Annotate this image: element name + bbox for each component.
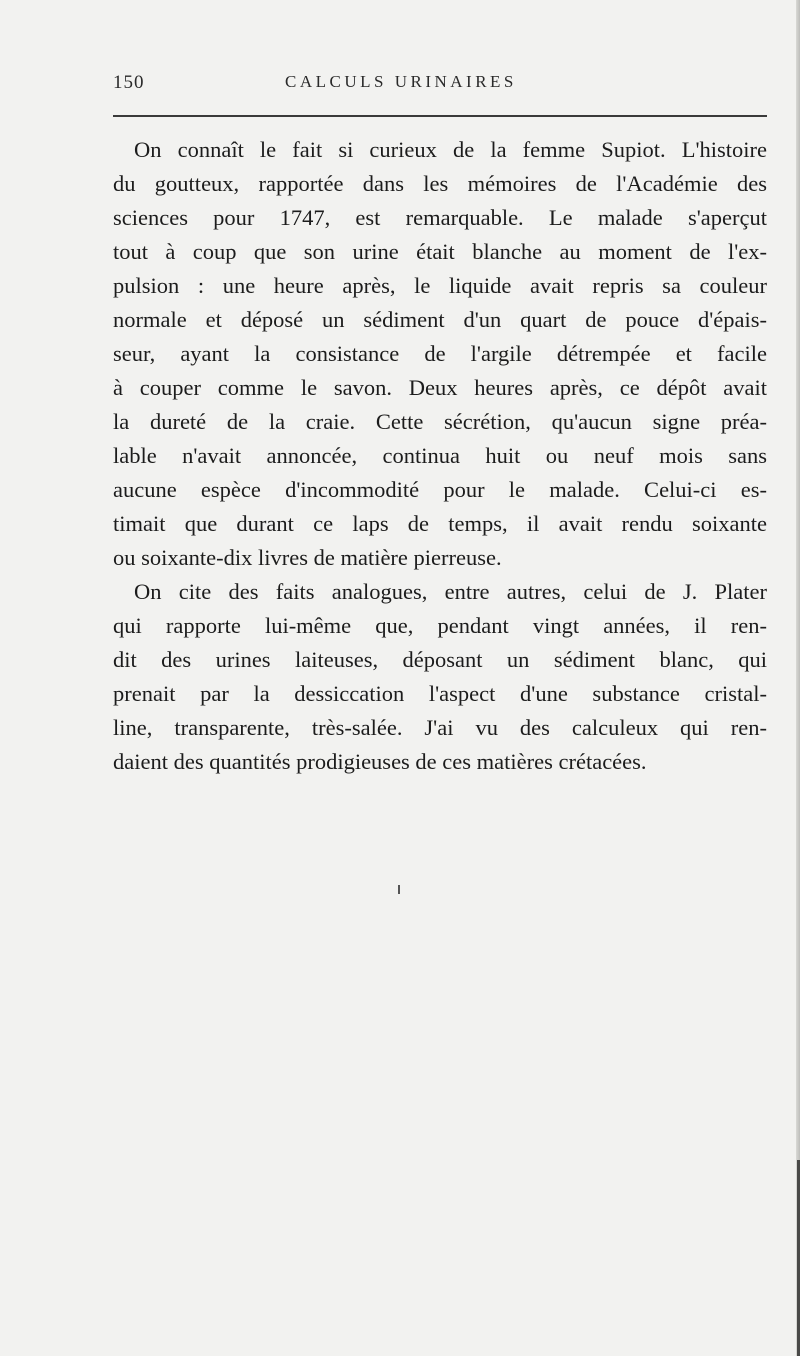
page-edge xyxy=(796,0,800,1356)
text-line: ou soixante-dix livres de matière pierreuse. xyxy=(113,545,502,570)
text-line: On cite des faits analogues, entre autres, celui de J. Plater xyxy=(134,579,767,604)
text-line: normale et déposé un sédiment d'un quart de pouce d'épais- xyxy=(113,307,767,332)
page-number: 150 xyxy=(113,72,145,93)
text-line: lable n'avait annoncée, continua huit ou neuf mois sans xyxy=(113,443,767,468)
text-line: la dureté de la craie. Cette sécrétion, qu'aucun signe préa- xyxy=(113,409,767,434)
text-line: line, transparente, très-salée. J'ai vu des calculeux qui ren- xyxy=(113,715,767,740)
running-title: CALCULS URINAIRES xyxy=(285,72,517,91)
text-line: pulsion : une heure après, le liquide avait repris sa couleur xyxy=(113,273,767,298)
text-line: On connaît le fait si curieux de la femme Supiot. L'histoire xyxy=(134,137,767,162)
text-line: du goutteux, rapportée dans les mémoires de l'Académie des xyxy=(113,171,767,196)
body-text xyxy=(113,133,767,779)
ink-speck xyxy=(398,885,400,894)
text-line: à couper comme le savon. Deux heures après, ce dépôt avait xyxy=(113,375,767,400)
text-line: timait que durant ce laps de temps, il avait rendu soixante xyxy=(113,511,767,536)
text-line: daient des quantités prodigieuses de ces matières crétacées. xyxy=(113,749,647,774)
text-line: dit des urines laiteuses, déposant un sédiment blanc, qui xyxy=(113,647,767,672)
page-header xyxy=(113,72,767,100)
header-rule xyxy=(113,115,767,117)
text-line: sciences pour 1747, est remarquable. Le malade s'aperçut xyxy=(113,205,767,230)
text-line: qui rapporte lui-même que, pendant vingt années, il ren- xyxy=(113,613,767,638)
text-line: seur, ayant la consistance de l'argile détrempée et facile xyxy=(113,341,767,366)
text-line: prenait par la dessiccation l'aspect d'une substance cristal- xyxy=(113,681,767,706)
paragraph xyxy=(113,133,767,575)
text-line: aucune espèce d'incommodité pour le malade. Celui-ci es- xyxy=(113,477,767,502)
text-line: tout à coup que son urine était blanche au moment de l'ex- xyxy=(113,239,767,264)
paragraph xyxy=(113,575,767,779)
